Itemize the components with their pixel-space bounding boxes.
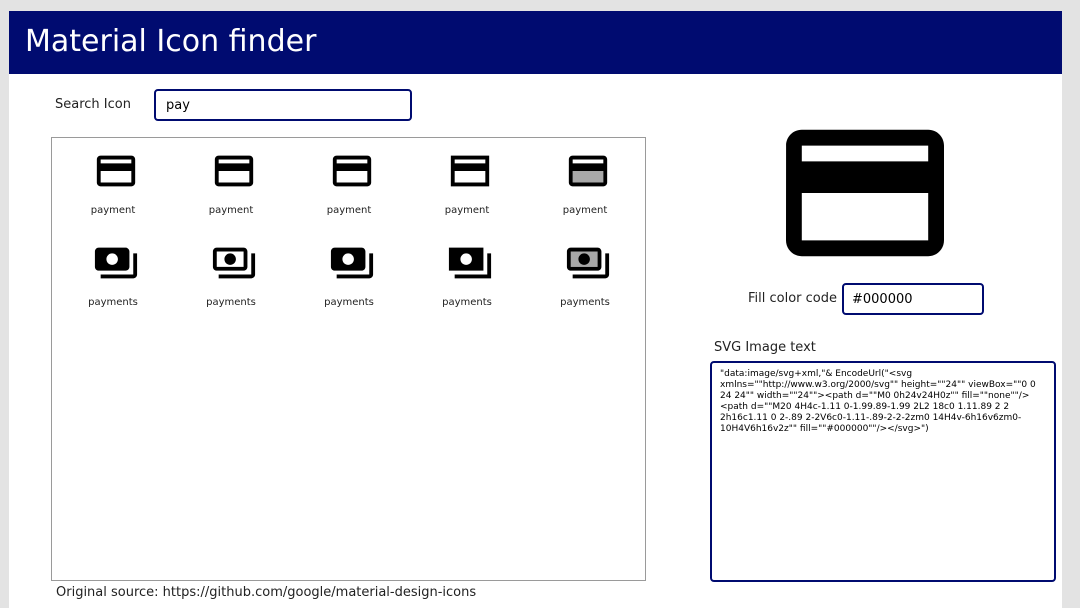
- gallery-item-label: payments: [560, 297, 610, 308]
- payment-icon: [329, 148, 375, 194]
- source-credit: Original source: https://github.com/google/material-design-icons: [56, 585, 477, 600]
- app-canvas: [9, 11, 1062, 608]
- gallery-item-label: payment: [208, 205, 254, 216]
- payments-icon: [93, 240, 139, 286]
- payments-icon: [211, 240, 257, 286]
- payments-icon: [447, 240, 493, 286]
- gallery-item-label: payment: [444, 205, 490, 216]
- gallery-item-label: payment: [90, 205, 136, 216]
- payment-icon: [565, 148, 611, 194]
- gallery-item[interactable]: [526, 138, 644, 223]
- svg-text-label: SVG Image text: [714, 340, 816, 355]
- gallery-item[interactable]: [54, 138, 172, 223]
- preview-payment-icon: [786, 114, 944, 272]
- fill-color-label: Fill color code: [748, 291, 837, 306]
- app-title: Material Icon finder: [25, 24, 317, 59]
- search-label: Search Icon: [55, 97, 131, 112]
- fill-color-input[interactable]: [842, 283, 984, 315]
- search-input[interactable]: [154, 89, 412, 121]
- payments-icon: [565, 240, 611, 286]
- gallery-item[interactable]: [408, 138, 526, 223]
- payments-icon: [329, 240, 375, 286]
- gallery-item[interactable]: [172, 230, 290, 315]
- payment-icon: [211, 148, 257, 194]
- gallery-item[interactable]: [526, 230, 644, 315]
- gallery-row-payment: [52, 138, 645, 223]
- gallery-item[interactable]: [54, 230, 172, 315]
- gallery-item-label: payment: [562, 205, 608, 216]
- gallery-item-label: payments: [88, 297, 138, 308]
- payment-icon: [447, 148, 493, 194]
- gallery-item-label: payments: [442, 297, 492, 308]
- gallery-item[interactable]: [172, 138, 290, 223]
- gallery-item[interactable]: [290, 138, 408, 223]
- payment-icon: [93, 148, 139, 194]
- app-header: [9, 11, 1062, 74]
- icon-gallery[interactable]: [51, 137, 646, 581]
- gallery-row-payments: [52, 230, 645, 315]
- svg-text-area[interactable]: [710, 361, 1056, 582]
- gallery-item-label: payment: [326, 205, 372, 216]
- gallery-item[interactable]: [408, 230, 526, 315]
- gallery-item-label: payments: [206, 297, 256, 308]
- gallery-item[interactable]: [290, 230, 408, 315]
- gallery-item-label: payments: [324, 297, 374, 308]
